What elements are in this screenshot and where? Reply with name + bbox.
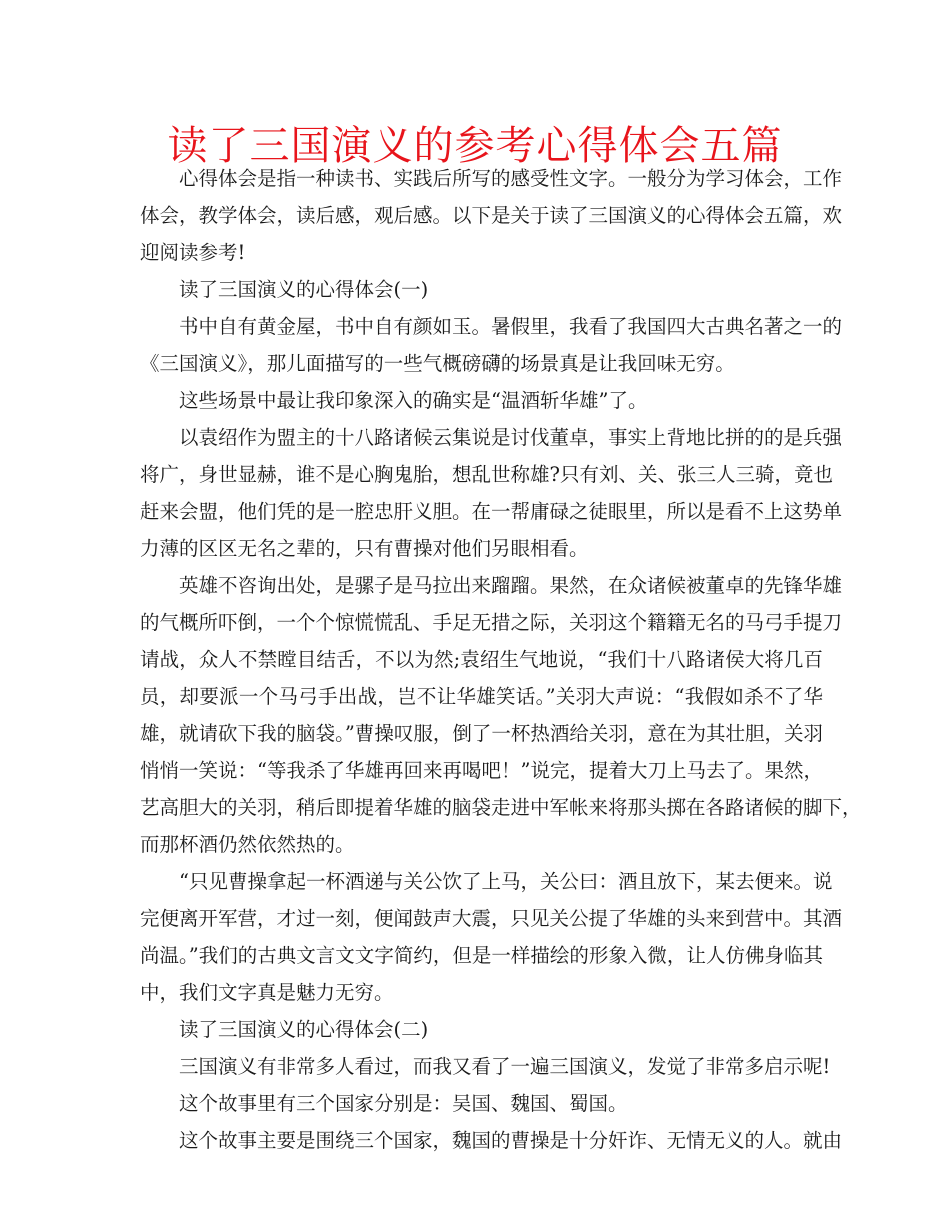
paragraph-line: 心得体会是指一种读书、实践后所写的感受性文字。一般分为学习体会，工作 xyxy=(179,167,843,190)
paragraph xyxy=(140,1085,823,1122)
paragraph xyxy=(140,567,862,863)
paragraph xyxy=(140,382,823,419)
paragraph-line: 力薄的区区无名之辈的，只有曹操对他们另眼相看。 xyxy=(140,537,589,560)
paragraph-line: 读了三国演义的心得体会(二) xyxy=(179,1018,429,1041)
paragraph-line: 将广，身世显赫，谁不是心胸鬼胎，想乱世称雄?只有刘、关、张三人三骑，竟也 xyxy=(140,463,833,486)
paragraph xyxy=(140,1011,823,1048)
paragraph xyxy=(140,1122,843,1159)
paragraph xyxy=(140,271,823,308)
paragraph-line: 员，却要派一个马弓手出战，岂不让华雄笑话。”关羽大声说：“我假如杀不了华 xyxy=(140,685,823,708)
paragraph xyxy=(140,160,843,271)
paragraph-line: 而那杯酒仍然依然热的。 xyxy=(140,833,355,856)
document-body xyxy=(140,160,862,1159)
paragraph-line: 英雄不咨询出处，是骡子是马拉出来蹓蹓。果然，在众诸候被董卓的先锋华雄 xyxy=(179,574,843,597)
paragraph-line: 三国演义有非常多人看过，而我又看了一遍三国演义，发觉了非常多启示呢! xyxy=(179,1055,831,1078)
paragraph-line: 读了三国演义的心得体会(一) xyxy=(179,278,429,301)
paragraph-line: 以袁绍作为盟主的十八路诸候云集说是讨伐董卓，事实上背地比拼的的是兵强 xyxy=(179,426,843,449)
paragraph xyxy=(140,1048,831,1085)
document-title: 读了三国演义的参考心得体会五篇 xyxy=(167,123,783,169)
paragraph-line: 《三国演义》，那儿面描写的一些气概磅礴的场景真是让我回味无穷。 xyxy=(140,352,735,375)
paragraph-line: 赶来会盟，他们凭的是一腔忠肝义胆。在一帮庸碌之徒眼里，所以是看不上这势单 xyxy=(140,500,843,523)
paragraph xyxy=(140,419,843,567)
paragraph-line: 书中自有黄金屋，书中自有颜如玉。暑假里，我看了我国四大古典名著之一的 xyxy=(179,315,843,338)
paragraph-line: 雄，就请砍下我的脑袋。”曹操叹服，倒了一杯热酒给关羽，意在为其壮胆，关羽 xyxy=(140,722,823,745)
paragraph-line: 体会，教学体会，读后感，观后感。以下是关于读了三国演义的心得体会五篇，欢 xyxy=(140,204,843,227)
paragraph-line: 尚温。”我们的古典文言文文字简约，但是一样描绘的形象入微，让人仿佛身临其 xyxy=(140,944,823,967)
paragraph-line: 迎阅读参考! xyxy=(140,241,246,264)
paragraph-line: 这个故事主要是围绕三个国家，魏国的曹操是十分奸诈、无情无义的人。就由 xyxy=(179,1129,843,1152)
paragraph-line: 这个故事里有三个国家分别是：吴国、魏国、蜀国。 xyxy=(179,1092,628,1115)
paragraph-line: 的气概所吓倒，一个个惊慌慌乱、手足无措之际，关羽这个籍籍无名的马弓手提刀 xyxy=(140,611,843,634)
paragraph-line: 请战，众人不禁瞠目结舌，不以为然;袁绍生气地说，“我们十八路诸侯大将几百 xyxy=(140,648,823,671)
paragraph xyxy=(140,308,843,382)
paragraph-line: 悄悄一笑说：“等我杀了华雄再回来再喝吧！”说完，提着大刀上马去了。果然， xyxy=(140,759,823,782)
paragraph-line: 这些场景中最让我印象深入的确实是“温酒斩华雄”了。 xyxy=(179,389,648,412)
paragraph xyxy=(140,863,843,1011)
paragraph-line: “只见曹操拿起一杯酒递与关公饮了上马，关公曰：酒且放下，某去便来。说 xyxy=(179,870,833,893)
paragraph-line: 中，我们文字真是魅力无穷。 xyxy=(140,981,394,1004)
paragraph-line: 艺高胆大的关羽，稍后即提着华雄的脑袋走进中军帐来将那头掷在各路诸候的脚下， xyxy=(140,796,862,819)
paragraph-line: 完便离开军营，才过一刻，便闻鼓声大震，只见关公提了华雄的头来到营中。其酒 xyxy=(140,907,843,930)
